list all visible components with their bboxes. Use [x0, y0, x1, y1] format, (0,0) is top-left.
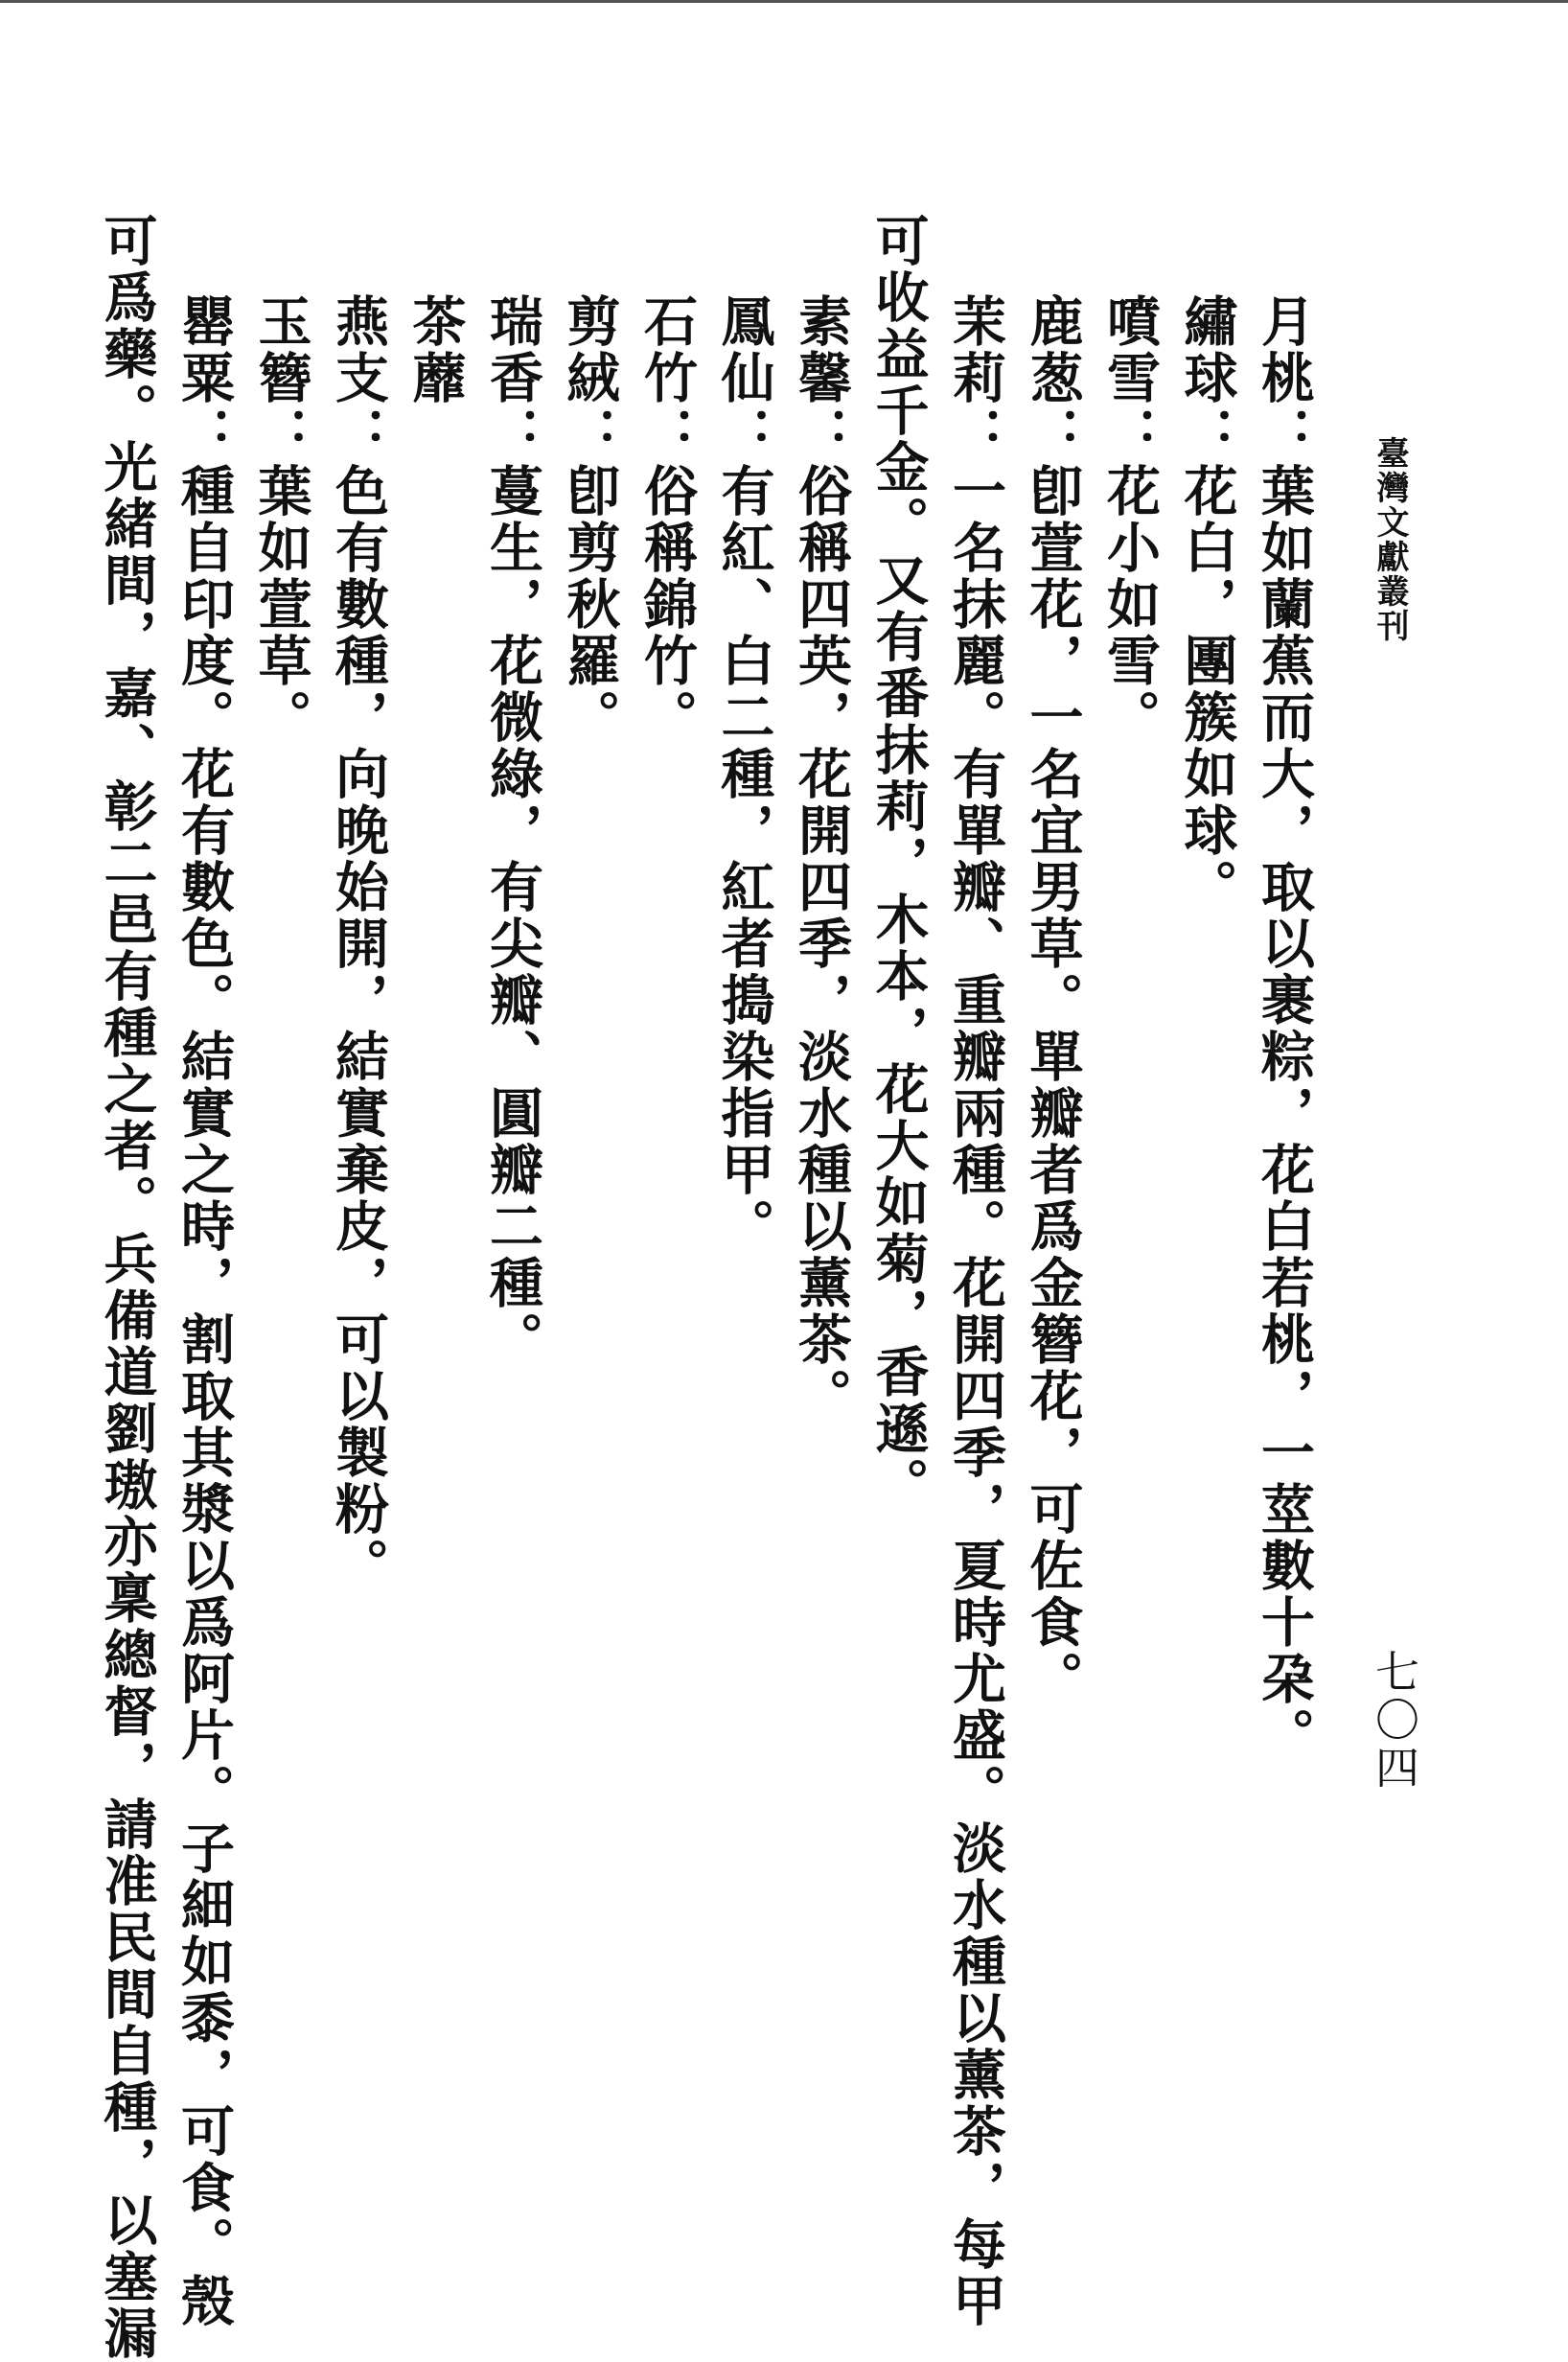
text-line: 茉莉：一名抹麗。有單瓣、重瓣兩種。花開四季，夏時尤盛。淡水種以薰茶，每甲	[944, 293, 1007, 2329]
text-line: 月桃：葉如蘭蕉而大，取以裹粽，花白若桃，一莖數十朶。	[1253, 293, 1316, 1764]
text-line: 鹿葱：卽萱花，一名宜男草。單瓣者爲金簪花，可佐食。	[1021, 293, 1085, 1707]
text-line: 噴雪：花小如雪。	[1098, 293, 1162, 746]
text-line: 可收益千金。又有番抹莉，木本，花大如菊，香遜。	[866, 213, 931, 1514]
top-border-line	[0, 0, 1568, 3]
text-line: 剪絨：卽剪秋羅。	[558, 293, 622, 746]
text-line: 燕支：色有數種，向晚始開，結實棄皮，可以製粉。	[327, 293, 390, 1594]
running-header-title: 臺灣文獻叢刊	[1371, 436, 1409, 643]
text-line: 罌粟：種自印度。花有數色。結實之時，割取其漿以爲阿片。子細如黍，可食。殼	[173, 293, 236, 2329]
vertical-text-body	[95, 211, 1323, 2362]
text-line: 素馨：俗稱四英，花開四季，淡水種以薰茶。	[790, 293, 853, 1424]
page-number: 七〇四	[1369, 1649, 1420, 1793]
text-line: 可爲藥。光緒間，嘉、彰二邑有種之者。兵備道劉璈亦稟總督，請准民間自種，以塞漏	[95, 213, 159, 2362]
text-line: 鳳仙：有紅、白二種，紅者搗染指甲。	[712, 293, 776, 1255]
text-line: 繡球：花白，團簇如球。	[1175, 293, 1239, 915]
text-line: 茶蘼	[404, 293, 468, 406]
text-line: 石竹：俗稱錦竹。	[635, 293, 699, 746]
text-line: 瑞香：蔓生，花微綠，有尖瓣、圓瓣二種。	[481, 293, 544, 1368]
text-line: 玉簪：葉如萱草。	[249, 293, 313, 746]
